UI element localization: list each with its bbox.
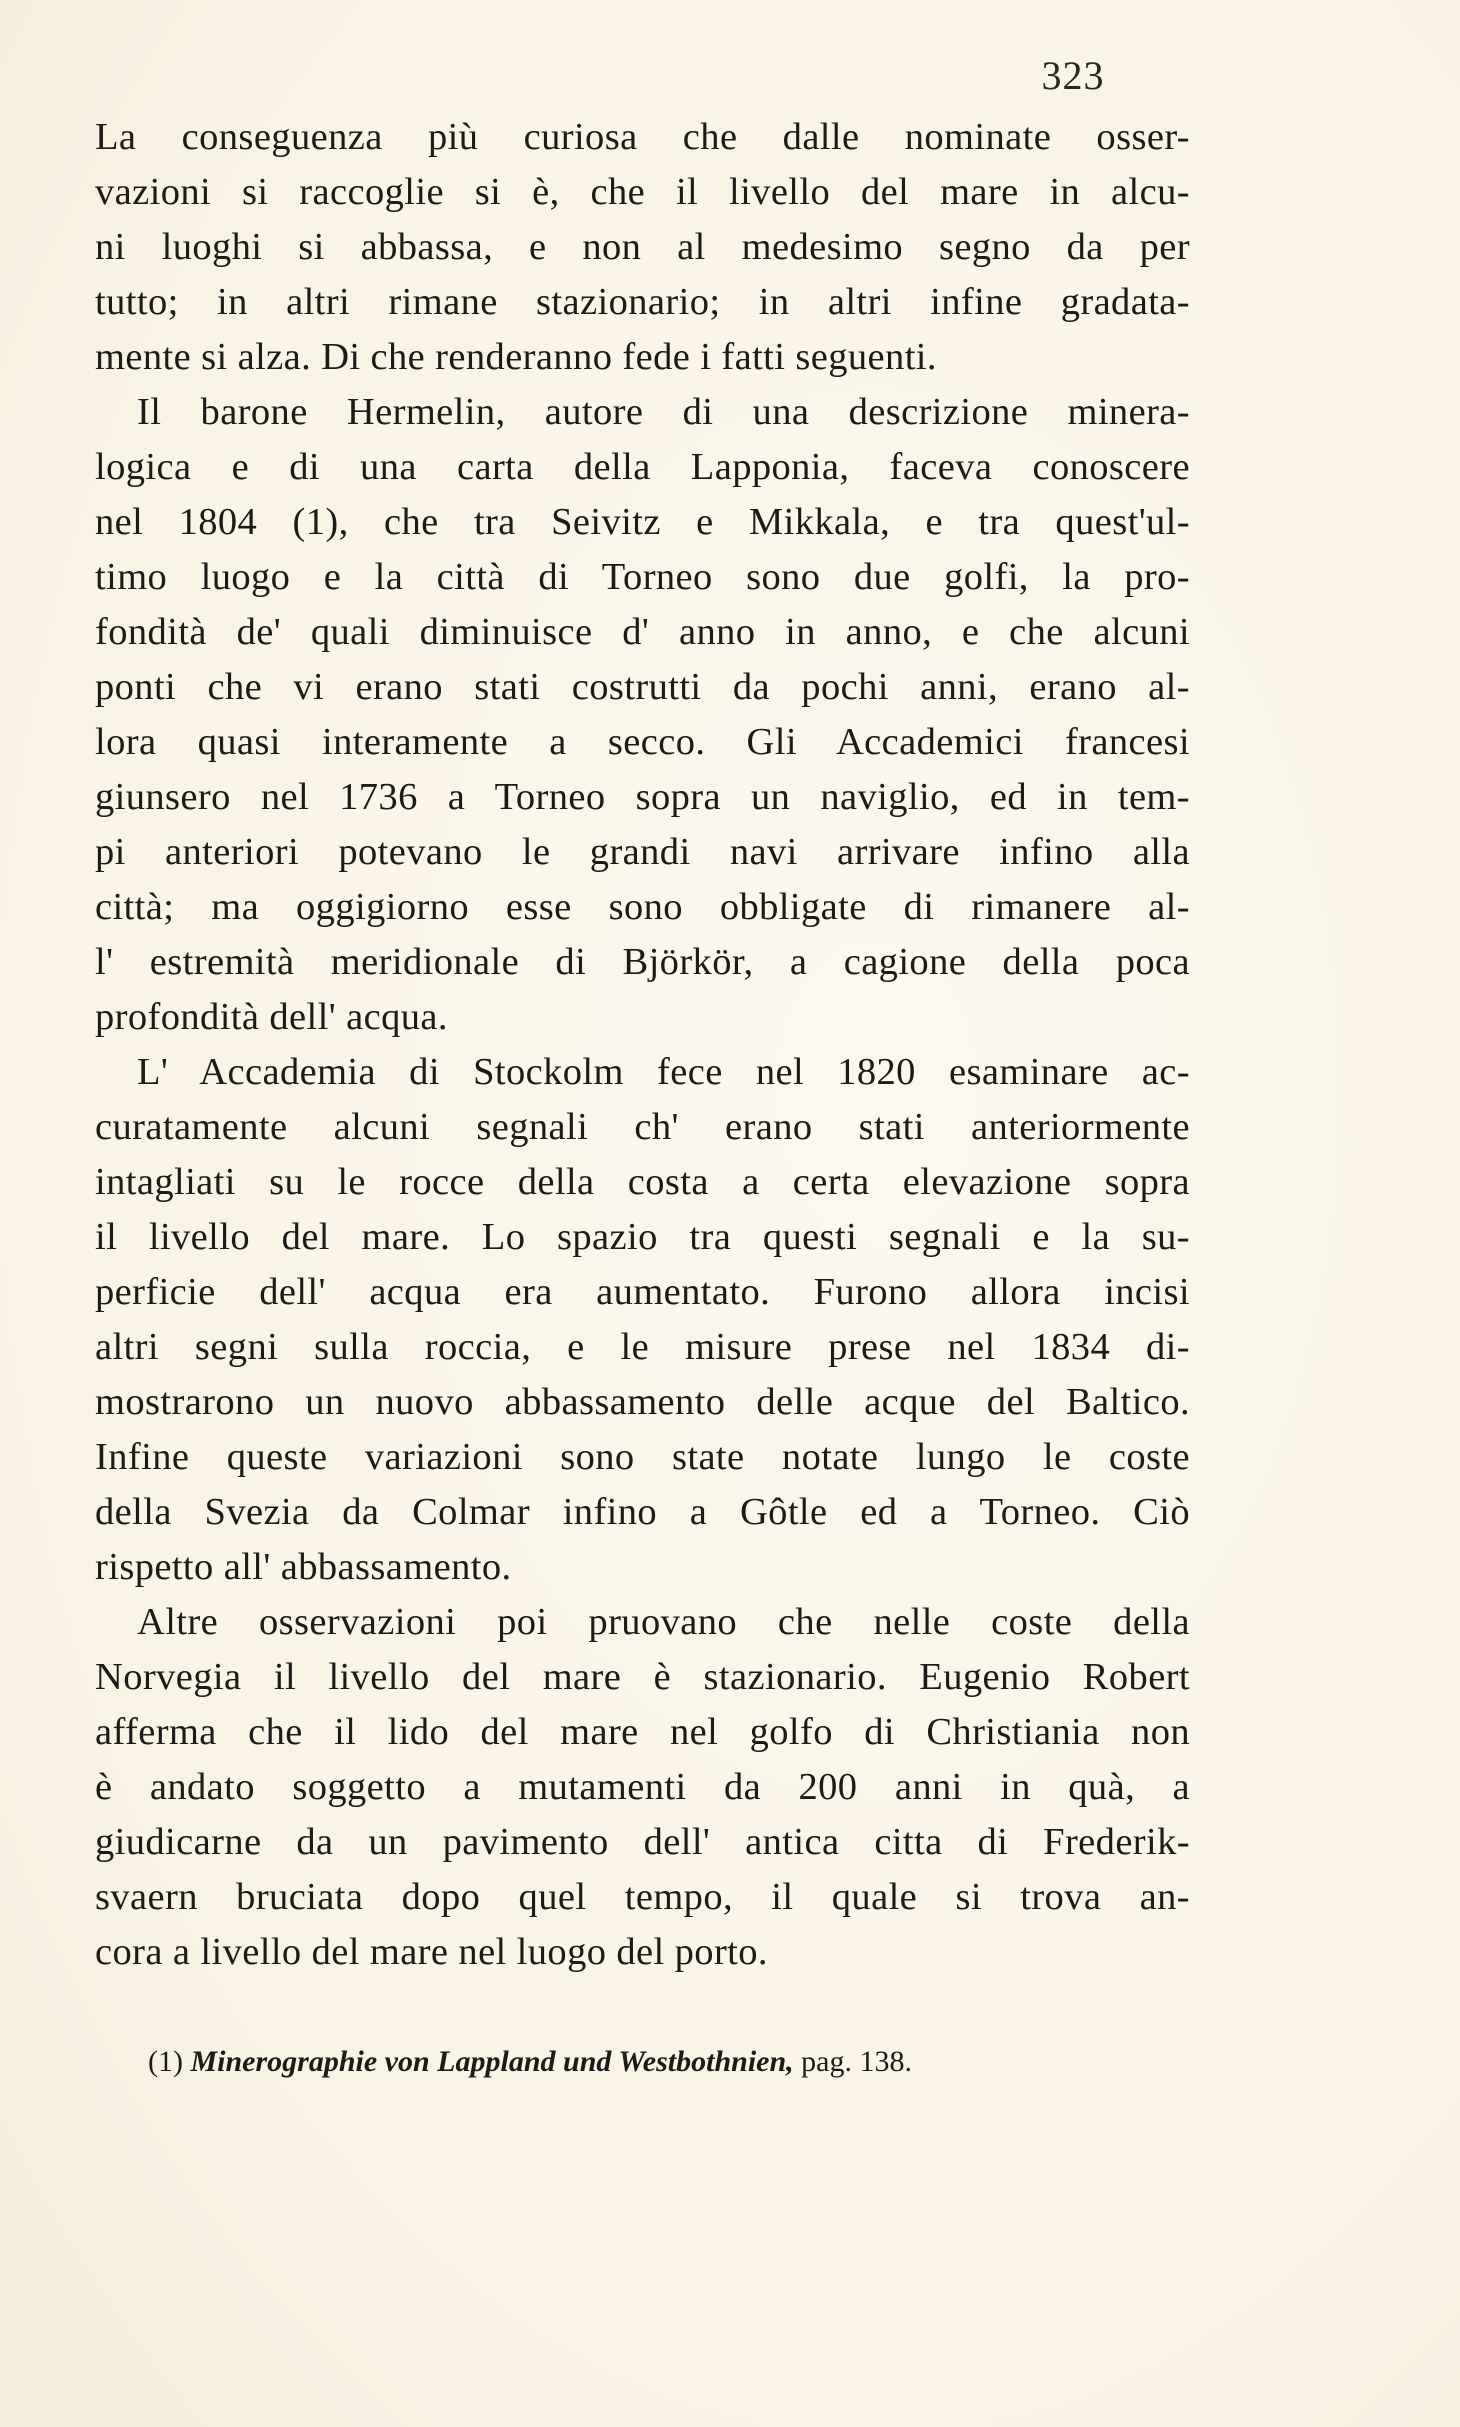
text-line: Altre osservazioni poi pruovano che nelle coste della xyxy=(137,1601,1190,1643)
text-line: giunsero nel 1736 a Torneo sopra un naviglio, ed in tem- xyxy=(95,776,1190,818)
text-line: timo luogo e la città di Torneo sono due golfi, la pro- xyxy=(95,556,1190,598)
page-number: 323 xyxy=(1041,53,1105,98)
text-line: La conseguenza più curiosa che dalle nominate osser- xyxy=(95,116,1190,158)
text-line: profondità dell' acqua. xyxy=(95,996,448,1038)
text-line: è andato soggetto a mutamenti da 200 anni in quà, a xyxy=(95,1766,1190,1808)
text-line: città; ma oggigiorno esse sono obbligate di rimanere al- xyxy=(95,886,1190,928)
text-line: fondità de' quali diminuisce d' anno in anno, e che alcuni xyxy=(95,611,1190,653)
text-line: intagliati su le rocce della costa a certa elevazione sopra xyxy=(95,1161,1190,1203)
text-line: logica e di una carta della Lapponia, faceva conoscere xyxy=(95,446,1190,488)
footnote-mark: (1) xyxy=(148,2045,183,2078)
text-line: ponti che vi erano stati costrutti da pochi anni, erano al- xyxy=(95,666,1190,708)
text-line: ni luoghi si abbassa, e non al medesimo segno da per xyxy=(95,226,1190,268)
text-line: L' Accademia di Stockolm fece nel 1820 esaminare ac- xyxy=(137,1051,1190,1093)
text-line: l' estremità meridionale di Björkör, a cagione della poca xyxy=(95,941,1190,983)
text-line: vazioni si raccoglie si è, che il livello del mare in alcu- xyxy=(95,171,1190,213)
body-text xyxy=(95,110,1190,1980)
text-line: altri segni sulla roccia, e le misure prese nel 1834 di- xyxy=(95,1326,1190,1368)
footnote-title: Minerographie von Lappland und Westbothnien, xyxy=(190,2045,794,2078)
text-line: mente si alza. Di che renderanno fede i fatti seguenti. xyxy=(95,336,937,378)
text-line: curatamente alcuni segnali ch' erano stati anteriormente xyxy=(95,1106,1190,1148)
text-line: giudicarne da un pavimento dell' antica citta di Frederik- xyxy=(95,1821,1190,1863)
text-line: della Svezia da Colmar infino a Gôtle ed a Torneo. Ciò xyxy=(95,1491,1190,1533)
text-line: afferma che il lido del mare nel golfo di Christiania non xyxy=(95,1711,1190,1753)
text-line: nel 1804 (1), che tra Seivitz e Mikkala, e tra quest'ul- xyxy=(95,501,1190,543)
text-line: cora a livello del mare nel luogo del porto. xyxy=(95,1931,768,1973)
text-line: Il barone Hermelin, autore di una descrizione minera- xyxy=(137,391,1190,433)
text-line: il livello del mare. Lo spazio tra questi segnali e la su- xyxy=(95,1216,1190,1258)
text-line: lora quasi interamente a secco. Gli Accademici francesi xyxy=(95,721,1190,763)
text-line: svaern bruciata dopo quel tempo, il quale si trova an- xyxy=(95,1876,1190,1918)
text-line: tutto; in altri rimane stazionario; in altri infine gradata- xyxy=(95,281,1190,323)
text-line: Norvegia il livello del mare è stazionario. Eugenio Robert xyxy=(95,1656,1190,1698)
text-line: perficie dell' acqua era aumentato. Furono allora incisi xyxy=(95,1271,1190,1313)
footnote-page-ref: pag. 138. xyxy=(801,2045,912,2078)
text-line: mostrarono un nuovo abbassamento delle acque del Baltico. xyxy=(95,1381,1190,1423)
text-line: rispetto all' abbassamento. xyxy=(95,1546,512,1588)
text-line: Infine queste variazioni sono state notate lungo le coste xyxy=(95,1436,1190,1478)
footnote xyxy=(148,2045,912,2079)
text-line: pi anteriori potevano le grandi navi arrivare infino alla xyxy=(95,831,1190,873)
